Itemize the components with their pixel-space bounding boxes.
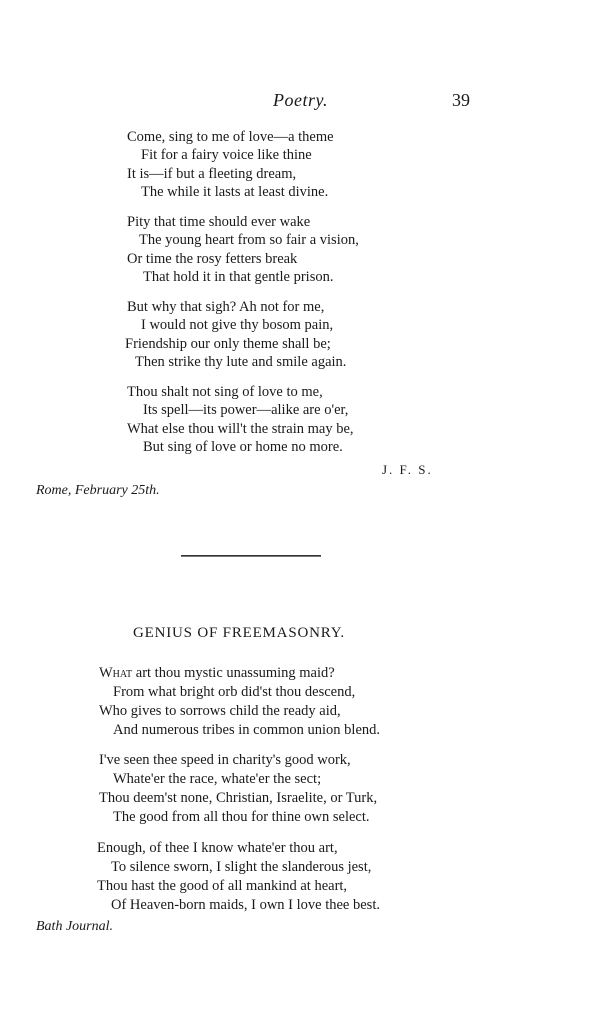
poem-line: But why that sigh? Ah not for me,: [127, 299, 325, 315]
poem-line: The young heart from so fair a vision,: [139, 232, 359, 248]
poem-title: GENIUS OF FREEMASONRY.: [133, 625, 345, 641]
poem-line: Of Heaven-born maids, I own I love thee best.: [111, 897, 380, 913]
poem-line: Whate'er the race, whate'er the sect;: [113, 771, 322, 787]
poem-line: To silence sworn, I slight the slanderous jest,: [111, 859, 372, 875]
poem-line: That hold it in that gentle prison.: [143, 269, 334, 285]
poem-place-date: Rome, February 25th.: [36, 483, 160, 498]
poem-line: Or time the rosy fetters break: [127, 251, 298, 267]
poem-line: Who gives to sorrows child the ready aid,: [99, 703, 341, 719]
poem-line: Its spell—its power—alike are o'er,: [143, 402, 349, 418]
poem-line: Thou deem'st none, Christian, Israelite, or Turk,: [99, 790, 378, 806]
page-number: 39: [452, 90, 470, 110]
poem-line: I would not give thy bosom pain,: [141, 317, 334, 333]
poem-line: Thou shalt not sing of love to me,: [127, 384, 323, 400]
poem-line: [99, 664, 335, 682]
poem-signature: J. F. S.: [382, 462, 433, 477]
poem-line: It is—if but a fleeting dream,: [127, 166, 297, 182]
poem-line: Enough, of thee I know whate'er thou art,: [97, 840, 338, 856]
poem-line: But sing of love or home no more.: [143, 439, 343, 455]
poem-line: And numerous tribes in common union blend.: [113, 722, 381, 738]
poem-line: Come, sing to me of love—a theme: [127, 129, 334, 145]
poem-line: What else thou will't the strain may be,: [127, 421, 354, 437]
poem-line: From what bright orb did'st thou descend,: [113, 684, 356, 700]
section-divider: [181, 555, 321, 557]
poem-line: Fit for a fairy voice like thine: [141, 147, 312, 163]
poem-line: Thou hast the good of all mankind at heart,: [97, 878, 348, 894]
poem-line: The good from all thou for thine own select.: [113, 809, 370, 825]
poem-line: The while it lasts at least divine.: [141, 184, 329, 200]
first-line-text: art thou mystic unassuming maid?: [132, 665, 335, 681]
poem-line: Friendship our only theme shall be;: [125, 336, 331, 352]
poem-line: Then strike thy lute and smile again.: [135, 354, 347, 370]
drop-word: What: [99, 665, 133, 681]
running-title: Poetry.: [273, 90, 328, 110]
poem-line: Pity that time should ever wake: [127, 214, 311, 230]
poem-source: Bath Journal.: [36, 919, 113, 934]
poem-line: I've seen thee speed in charity's good work,: [99, 752, 351, 768]
